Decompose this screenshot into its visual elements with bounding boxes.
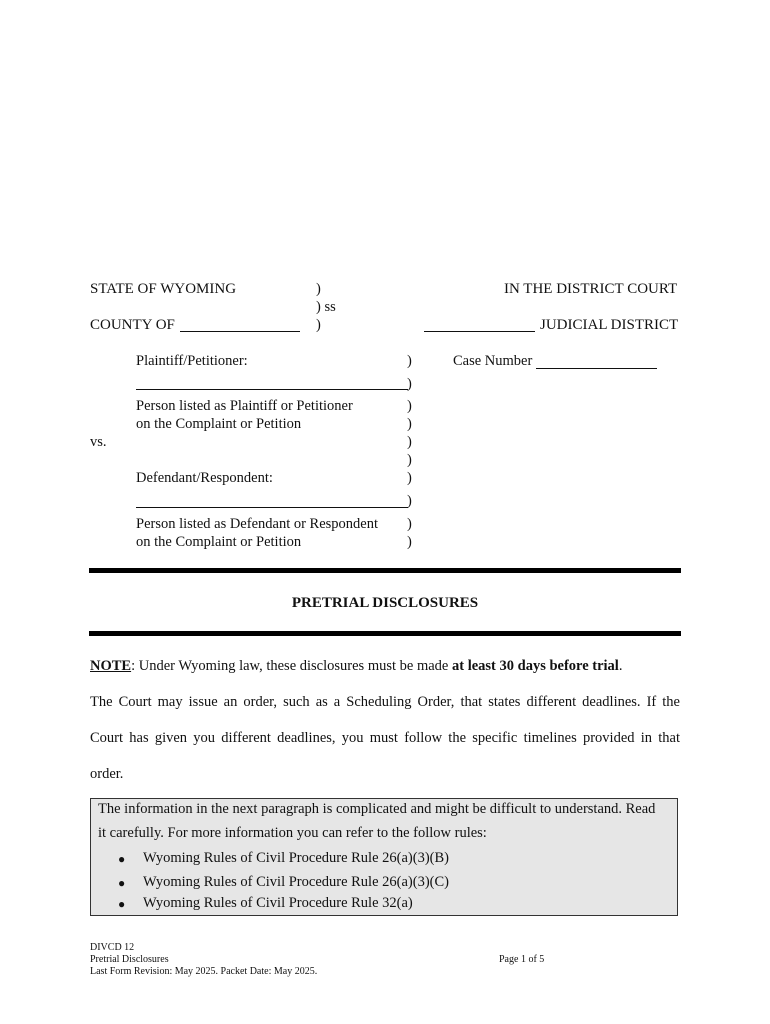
document-title: PRETRIAL DISCLOSURES: [291, 595, 479, 611]
caption-paren: ): [407, 452, 412, 468]
case-number-label: Case Number: [453, 353, 533, 369]
footer-page-number: Page 1 of 5: [499, 954, 545, 965]
note-emphasis: at least 30 days before trial: [451, 658, 619, 674]
vs-label: vs.: [90, 434, 107, 450]
state-label: STATE OF WYOMING: [90, 281, 237, 297]
case-number-blank: [536, 368, 657, 369]
footer-form-code: DIVCD 12: [90, 942, 135, 953]
ss-mark: ) ss: [316, 299, 336, 315]
info-line: The information in the next paragraph is complicated and might be difficult to understand. Read: [98, 801, 656, 817]
plaintiff-note-2: on the Complaint or Petition: [136, 416, 302, 432]
caption-paren: ): [407, 398, 412, 414]
info-line: it carefully. For more information you can refer to the follow rules:: [98, 825, 487, 841]
note-label: NOTE: [90, 658, 132, 674]
district-blank: [424, 331, 535, 332]
note-paragraph: [90, 658, 622, 675]
caption-paren: ): [407, 516, 412, 532]
title-rule-bottom: [89, 631, 681, 636]
footer-form-name: Pretrial Disclosures: [90, 954, 169, 965]
rule-item: Wyoming Rules of Civil Procedure Rule 26(a)(3)(B): [143, 850, 449, 866]
caption-paren: ): [407, 470, 412, 486]
note-end: .: [618, 658, 623, 674]
title-rule-top: [89, 568, 681, 573]
footer-revision: Last Form Revision: May 2025. Packet Date: May 2025.: [90, 966, 318, 977]
caption-paren: ): [407, 376, 412, 392]
rule-item: Wyoming Rules of Civil Procedure Rule 32(a): [143, 895, 413, 911]
caption-paren: ): [316, 281, 321, 297]
judicial-district-label: JUDICIAL DISTRICT: [540, 317, 679, 333]
bullet-icon: ●: [118, 852, 126, 866]
caption-paren: ): [407, 434, 412, 450]
bullet-icon: ●: [118, 876, 126, 890]
defendant-name-line: [136, 507, 408, 508]
defendant-note-1: Person listed as Defendant or Respondent: [136, 516, 379, 532]
caption-paren: ): [407, 493, 412, 509]
note-text: : Under Wyoming law, these disclosures must be made: [131, 658, 452, 674]
caption-paren: ): [316, 317, 321, 333]
county-label: COUNTY OF: [90, 317, 175, 333]
body-line: order.: [90, 766, 124, 782]
caption-paren: ): [407, 353, 412, 369]
defendant-label: Defendant/Respondent:: [136, 470, 273, 486]
caption-paren: ): [407, 534, 412, 550]
body-line: Court has given you different deadlines, you must follow the specific timelines provided in that: [90, 730, 680, 746]
plaintiff-name-line: [136, 389, 408, 390]
defendant-note-2: on the Complaint or Petition: [136, 534, 302, 550]
body-line: The Court may issue an order, such as a Scheduling Order, that states different deadlines. If the: [90, 694, 680, 710]
caption-paren: ): [407, 416, 412, 432]
plaintiff-label: Plaintiff/Petitioner:: [136, 353, 248, 369]
county-blank: [180, 331, 300, 332]
rule-item: Wyoming Rules of Civil Procedure Rule 26(a)(3)(C): [143, 874, 449, 890]
plaintiff-note-1: Person listed as Plaintiff or Petitioner: [136, 398, 353, 414]
bullet-icon: ●: [118, 897, 126, 911]
court-name: IN THE DISTRICT COURT: [504, 281, 678, 297]
